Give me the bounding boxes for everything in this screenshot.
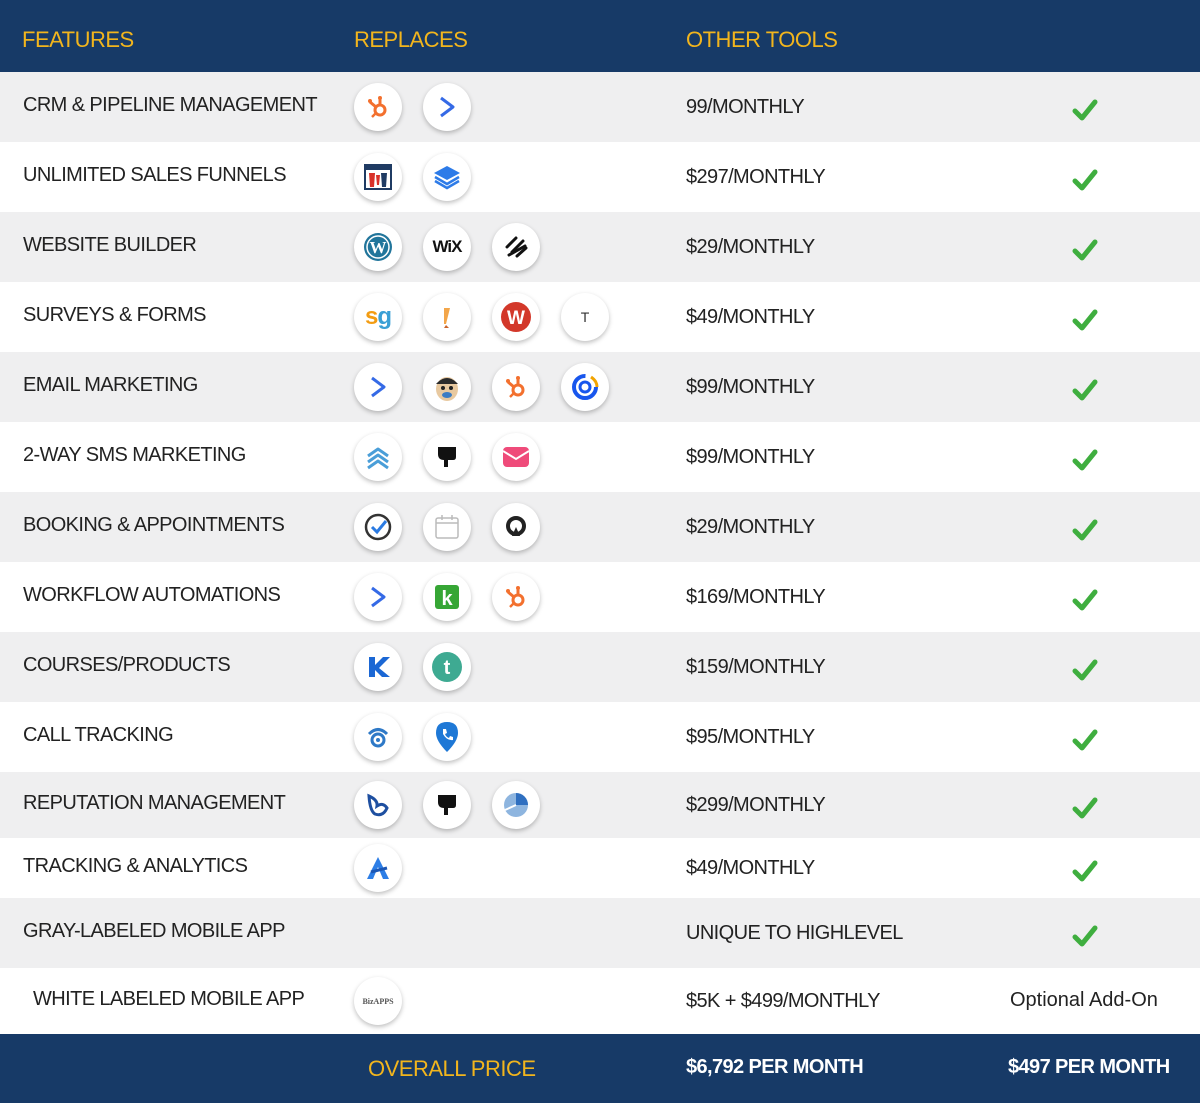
feature-name: COURSES/PRODUCTS bbox=[23, 654, 231, 676]
feature-name: UNLIMITED SALES FUNNELS bbox=[23, 164, 286, 186]
hubspot-icon bbox=[492, 573, 540, 621]
header-features: FEATURES bbox=[22, 27, 134, 52]
constantcontact-icon bbox=[561, 363, 609, 411]
other-tools-total: $6,792 PER MONTH bbox=[686, 1056, 864, 1078]
birdeye-icon bbox=[354, 781, 402, 829]
feature-name: WORKFLOW AUTOMATIONS bbox=[23, 584, 281, 606]
feature-name: WEBSITE BUILDER bbox=[23, 234, 197, 256]
other-tools-price: $169/MONTHLY bbox=[686, 586, 826, 608]
phone-pin-icon bbox=[423, 713, 471, 761]
chevrons-icon bbox=[354, 433, 402, 481]
acuity-icon bbox=[492, 503, 540, 551]
feature-name: REPUTATION MANAGEMENT bbox=[23, 792, 286, 814]
feature-name: CRM & PIPELINE MANAGEMENT bbox=[23, 94, 317, 116]
replaced-tools bbox=[354, 223, 540, 271]
check-icon bbox=[1072, 519, 1098, 541]
activecampaign-icon bbox=[354, 573, 402, 621]
header-other-tools: OTHER TOOLS bbox=[686, 27, 838, 52]
replaced-tools bbox=[354, 643, 471, 691]
calendar-icon bbox=[423, 503, 471, 551]
other-tools-price: $99/MONTHLY bbox=[686, 376, 815, 398]
replaced-tools bbox=[354, 433, 540, 481]
replaced-tools bbox=[354, 781, 540, 829]
replaced-tools bbox=[354, 293, 609, 341]
other-tools-price: $297/MONTHLY bbox=[686, 166, 826, 188]
kajabi-icon bbox=[354, 643, 402, 691]
feature-name: SURVEYS & FORMS bbox=[23, 304, 206, 326]
check-icon bbox=[1072, 169, 1098, 191]
other-tools-price: $49/MONTHLY bbox=[686, 306, 815, 328]
table-row bbox=[0, 352, 1200, 422]
surveygizmo-icon: sg bbox=[354, 293, 402, 341]
check-icon bbox=[1072, 99, 1098, 121]
teachable-icon bbox=[423, 643, 471, 691]
feature-name: GRAY-LABELED MOBILE APP bbox=[23, 920, 285, 942]
analytics-icon bbox=[354, 844, 402, 892]
header-replaces: REPLACES bbox=[354, 27, 468, 52]
replaced-tools bbox=[354, 503, 540, 551]
replaced-tools bbox=[354, 844, 402, 892]
other-tools-price: $49/MONTHLY bbox=[686, 857, 815, 879]
mailchimp-icon bbox=[423, 363, 471, 411]
other-tools-price: $29/MONTHLY bbox=[686, 236, 815, 258]
table-row bbox=[0, 72, 1200, 142]
check-icon bbox=[1072, 589, 1098, 611]
wix-icon: WiX bbox=[423, 223, 471, 271]
check-icon bbox=[1072, 860, 1098, 882]
check-icon bbox=[1072, 729, 1098, 751]
callrail-icon bbox=[354, 713, 402, 761]
replaced-tools bbox=[354, 83, 471, 131]
squarespace-icon bbox=[492, 223, 540, 271]
check-icon bbox=[1072, 797, 1098, 819]
table-row bbox=[0, 968, 1200, 1034]
check-icon bbox=[1072, 925, 1098, 947]
check-icon bbox=[1072, 449, 1098, 471]
table-row bbox=[0, 772, 1200, 838]
table-row bbox=[0, 702, 1200, 772]
table-row bbox=[0, 422, 1200, 492]
feature-name: BOOKING & APPOINTMENTS bbox=[23, 514, 285, 536]
other-tools-price: $95/MONTHLY bbox=[686, 726, 815, 748]
check-icon bbox=[1072, 379, 1098, 401]
keap-icon bbox=[423, 573, 471, 621]
table-row bbox=[0, 898, 1200, 968]
other-tools-price: 99/MONTHLY bbox=[686, 96, 805, 118]
businessapps-icon: BizAPPS bbox=[354, 977, 402, 1025]
feature-name: EMAIL MARKETING bbox=[23, 374, 198, 396]
replaced-tools bbox=[354, 977, 402, 1025]
activecampaign-icon bbox=[423, 83, 471, 131]
table-row bbox=[0, 562, 1200, 632]
svg-text:W: W bbox=[369, 238, 387, 257]
optional-addon-label: Optional Add-On bbox=[1010, 989, 1158, 1011]
hubspot-icon bbox=[354, 83, 402, 131]
clickfunnels-icon bbox=[354, 153, 402, 201]
activecampaign-icon bbox=[354, 363, 402, 411]
layers-icon bbox=[423, 153, 471, 201]
feature-name: TRACKING & ANALYTICS bbox=[23, 855, 248, 877]
typeform-icon: T bbox=[561, 293, 609, 341]
other-tools-price: $159/MONTHLY bbox=[686, 656, 826, 678]
podium-icon bbox=[423, 781, 471, 829]
other-tools-price: $29/MONTHLY bbox=[686, 516, 815, 538]
table-row bbox=[0, 492, 1200, 562]
replaced-tools bbox=[354, 153, 471, 201]
check-icon bbox=[1072, 239, 1098, 261]
svg-text:k: k bbox=[441, 588, 453, 610]
overall-price-label: OVERALL PRICE bbox=[368, 1056, 536, 1081]
replaced-tools bbox=[354, 573, 540, 621]
check-icon bbox=[1072, 309, 1098, 331]
table-footer bbox=[0, 1034, 1200, 1103]
table-row bbox=[0, 632, 1200, 702]
feature-name: WHITE LABELED MOBILE APP bbox=[33, 988, 305, 1010]
feature-name: 2-WAY SMS MARKETING bbox=[23, 444, 246, 466]
pie-icon bbox=[492, 781, 540, 829]
table-row bbox=[0, 212, 1200, 282]
table-row bbox=[0, 838, 1200, 898]
highlevel-total: $497 PER MONTH bbox=[1008, 1056, 1170, 1078]
svg-text:t: t bbox=[443, 657, 451, 679]
svg-text:W: W bbox=[507, 308, 525, 329]
feature-name: CALL TRACKING bbox=[23, 724, 174, 746]
hubspot-icon bbox=[492, 363, 540, 411]
jotform-icon bbox=[423, 293, 471, 341]
replaced-tools bbox=[354, 713, 471, 761]
table-header bbox=[0, 0, 1200, 72]
calendly-icon bbox=[354, 503, 402, 551]
wufoo-icon bbox=[492, 293, 540, 341]
wordpress-icon bbox=[354, 223, 402, 271]
replaced-tools bbox=[354, 363, 609, 411]
table-row bbox=[0, 282, 1200, 352]
envelope-icon bbox=[492, 433, 540, 481]
check-icon bbox=[1072, 659, 1098, 681]
other-tools-price: UNIQUE TO HIGHLEVEL bbox=[686, 922, 903, 944]
table-row bbox=[0, 142, 1200, 212]
other-tools-price: $299/MONTHLY bbox=[686, 794, 826, 816]
other-tools-price: $5K + $499/MONTHLY bbox=[686, 990, 880, 1012]
podium-icon bbox=[423, 433, 471, 481]
other-tools-price: $99/MONTHLY bbox=[686, 446, 815, 468]
